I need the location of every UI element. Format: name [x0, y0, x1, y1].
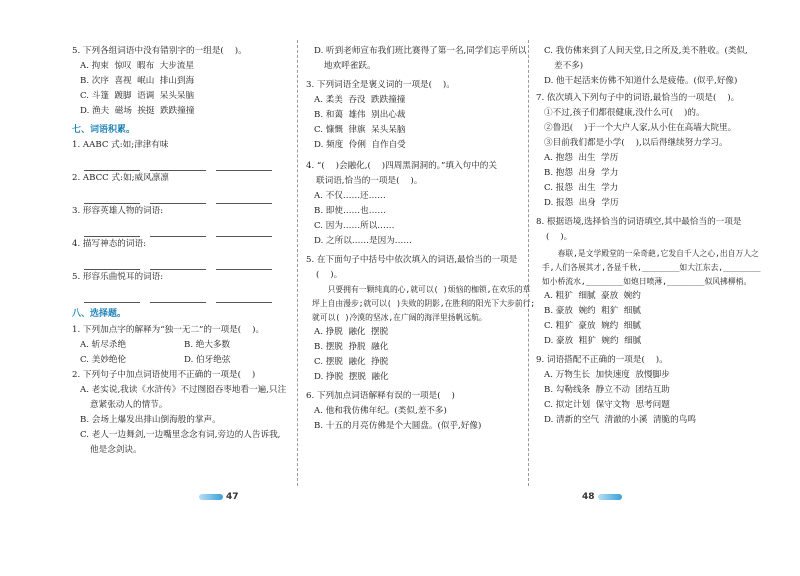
vocab-item-4: 4. 描写神态的词语: — [72, 239, 146, 250]
mc-question-6-option-b: B. 十五的月亮仿佛是个大圆盘。(似乎,好像) — [314, 421, 482, 431]
mc-question-8-option-c: C. 粗犷 豪放 婉约 细腻 — [544, 321, 641, 331]
mc-question-1-stem: 1. 下列加点字的解释为“独一无二”的一项是( )。 — [72, 324, 265, 335]
page-number-right: 48 — [582, 492, 625, 503]
mc-question-3-option-d: D. 频度 伶俐 自作自受 — [314, 140, 406, 150]
section-7-title: 七、词语积累。 — [72, 125, 136, 135]
vocab-item-2: 2. ABCC 式:如;威风凛凛 — [72, 173, 169, 184]
mc-question-3-option-b: B. 和蔼 雄伟 别出心裁 — [314, 110, 406, 120]
mc-question-7-sentence-1: ①不过,孩子们都很健康,没什么可( )的。 — [544, 108, 705, 118]
mc-question-9-option-c: C. 拟定计划 保守文物 思考问题 — [544, 400, 670, 410]
mc-question-7-option-c: C. 报怨 出生 学力 — [544, 183, 619, 193]
mc-question-5-stem-line2: ( )。 — [316, 270, 343, 280]
mc-question-9-option-d: D. 清新的空气 清澈的小溪 清脆的鸟鸣 — [544, 415, 696, 425]
answer-blanks-3[interactable] — [72, 219, 310, 237]
mc-question-4-option-a: A. 不仅……还…… — [314, 191, 386, 201]
mc-question-4-stem-line1: 4. “( )会融化,( )四周黑洞洞的。”填入句中的关 — [306, 161, 497, 171]
mc-question-2-option-a-line1: A. 老实说,我读《水浒传》不过囫囵吞枣地看一遍,只注 — [80, 384, 287, 395]
mc-question-8-option-a: A. 粗犷 细腻 豪放 婉约 — [544, 291, 641, 301]
answer-blanks-5[interactable] — [72, 285, 310, 303]
mc-question-9-option-a: A. 万物生长 加快速度 放慢脚步 — [544, 370, 670, 380]
mc-question-9-stem: 9. 词语搭配不正确的一项是( )。 — [536, 355, 668, 365]
column-1 — [72, 40, 310, 458]
mc-question-4-stem-line2: 联词语,恰当的一项是( )。 — [316, 176, 423, 186]
mc-question-2-option-c-line2: 他是念剑诀。 — [90, 444, 142, 455]
question-5-option-a: A. 拘束 惊叹 暇布 大步流星 — [80, 61, 195, 71]
mc-question-3-option-a: A. 柔美 吞没 跌跌撞撞 — [314, 95, 406, 105]
page-number-left: 47 — [196, 492, 239, 503]
mc-question-2-stem: 2. 下列句子中加点词语使用不正确的一项是( ) — [72, 369, 256, 380]
mc-question-5-option-a: A. 挣脱 融化 摆脱 — [314, 327, 389, 337]
question-5-stem: 5. 下列各组词语中没有错别字的一组是( )。 — [72, 46, 247, 56]
mc-question-1-options-ab: A. 斩尽杀绝 B. 绝大多数 — [80, 339, 231, 350]
mc-question-6-option-c-line1: C. 我仿佛来到了人间天堂,日之所及,美不胜收。(类似, — [544, 46, 748, 56]
mc-question-6-option-a: A. 他和我仿佛年纪。(类似,差不多) — [314, 406, 447, 416]
mc-question-1-options-cd: C. 美妙绝伦 D. 伯牙绝弦 — [80, 354, 231, 365]
vocab-item-1: 1. AABC 式:如;津津有味 — [72, 140, 169, 151]
question-5-option-b: B. 次序 喜视 岷山 排山到海 — [80, 76, 195, 86]
mc-question-2-option-a-line2: 意紧张动人的情节。 — [90, 399, 168, 410]
answer-blanks-2[interactable] — [72, 186, 310, 204]
page-decoration-icon — [598, 494, 622, 500]
mc-question-7-stem: 7. 依次填入下列句子中的词语,最恰当的一项是( )。 — [536, 93, 740, 103]
mc-question-4-option-d: D. 之所以……是因为…… — [314, 236, 412, 246]
mc-question-2-option-d-line1: D. 听到老师宣布我们班比赛得了第一名,同学们忘乎所以 — [314, 46, 527, 56]
question-5-option-c: C. 斗篷 踱脚 语调 呆头呆脑 — [80, 91, 195, 101]
mc-question-3-stem: 3. 下列词语全是褒义词的一项是( )。 — [306, 80, 455, 90]
mc-question-2-option-b: B. 会场上爆发出排山倒海般的掌声。 — [80, 414, 221, 425]
mc-question-9-option-b: B. 勾勒线条 静立不动 团结互助 — [544, 385, 670, 395]
mc-question-5-passage: 只要拥有一颗纯真的心,就可以( )烦恼的枷锁,在欢乐的草坪上自由漫步;就可以( )失败的阴影,在胜利的阳光下大步前行;就可以( )冷漠的坚冰,在广阔的海洋里扬帆远航。 — [312, 285, 536, 322]
page-decoration-icon — [199, 494, 223, 500]
mc-question-7-sentence-2: ②鲁迅( )于一个大户人家,从小住在高墙大院里。 — [544, 123, 737, 133]
mc-question-6-stem: 6. 下列加点词语解释有误的一项是( ) — [306, 391, 455, 401]
vocab-item-5: 5. 形容乐曲悦耳的词语: — [72, 272, 164, 283]
mc-question-5-stem-line1: 5. 在下面句子中括号中依次填入的词语,最恰当的一项是 — [306, 255, 518, 265]
mc-question-4-option-c: C. 因为……所以…… — [314, 221, 395, 231]
mc-question-7-option-d: D. 报怨 出身 学历 — [544, 198, 619, 208]
mc-question-7-option-b: B. 抱怨 出身 学力 — [544, 168, 619, 178]
vocab-item-3: 3. 形容英雄人物的词语: — [72, 206, 164, 217]
mc-question-5-option-b: B. 摆脱 挣脱 融化 — [314, 342, 389, 352]
answer-blanks-1[interactable] — [72, 153, 310, 171]
mc-question-6-option-c-line2: 差不多) — [554, 61, 584, 71]
mc-question-8-passage: 春联,是文学殿堂的一朵奇葩,它发自千人之心,出自万人之手,人们各展其才,各显千秋,________如大江东去,________如小桥流水,________如炮日喷薄,________似风拂柳梢。 — [542, 249, 761, 286]
mc-question-7-option-a: A. 抱怨 出生 学历 — [544, 153, 619, 163]
mc-question-8-option-d: D. 豪放 粗犷 婉约 细腻 — [544, 336, 642, 346]
section-8-title: 八、选择题。 — [72, 309, 127, 320]
mc-question-2-option-c-line1: C. 老人一边舞剑,一边嘴里念念有词,旁边的人告诉我, — [80, 429, 281, 440]
mc-question-7-sentence-3: ③目前我们都是小学( ),以后得继续努力学习。 — [544, 138, 728, 148]
mc-question-5-option-c: C. 摆脱 融化 挣脱 — [314, 357, 389, 367]
column-3 — [536, 40, 768, 428]
answer-blanks-4[interactable] — [72, 252, 310, 270]
mc-question-8-stem-line1: 8. 根据语境,选择恰当的词语填空,其中最恰当的一项是 — [536, 217, 742, 227]
mc-question-6-option-d: D. 他干起活来仿佛不知道什么是疲倦。(似乎,好像) — [544, 76, 738, 86]
mc-question-8-stem-line2: ( )。 — [546, 232, 573, 242]
question-5-option-d: D. 渔夫 磁场 挨挺 跌跌撞撞 — [80, 106, 195, 116]
column-2 — [306, 40, 544, 434]
mc-question-8-option-b: B. 豪放 婉约 粗犷 细腻 — [544, 306, 641, 316]
mc-question-3-option-c: C. 慷慨 律旗 呆头呆脑 — [314, 125, 406, 135]
mc-question-5-option-d: D. 挣脱 摆脱 融化 — [314, 372, 389, 382]
mc-question-4-option-b: B. 即使……也…… — [314, 206, 386, 216]
mc-question-2-option-d-line2: 地欢呼雀跃。 — [324, 61, 376, 71]
